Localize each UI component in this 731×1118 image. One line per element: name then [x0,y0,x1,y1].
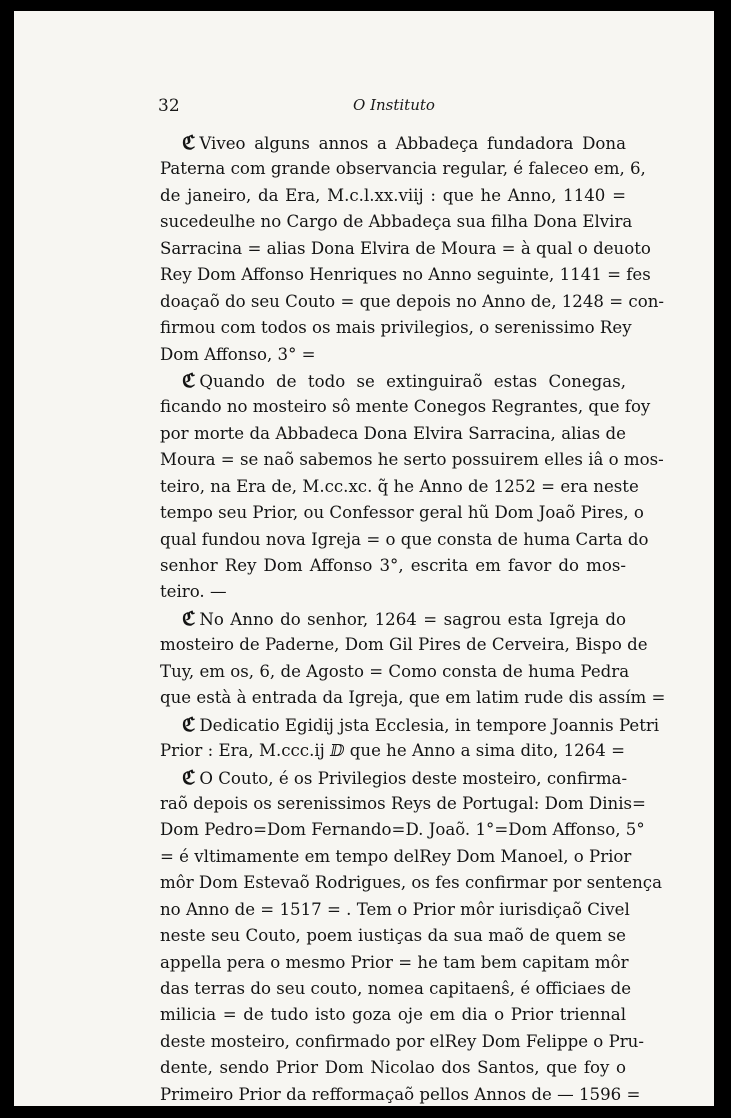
line-text: raõ depois os serenissimos Reys de Portugal: Dom Dinis= [160,793,646,813]
line-text: Primeiro Prior da refformaçaõ pellos Annos de — 1596 = [160,1084,641,1104]
line-text: tempo seu Prior, ou Confessor geral hũ Dom Joaõ Pires, o [160,503,644,523]
text-line [160,289,665,315]
book-page [14,11,714,1106]
line-text: O Couto, é os Privilegios deste mosteiro, confirma- [199,768,628,788]
text-line [160,817,645,843]
paragraph-mark-icon: ℭ [182,766,196,789]
line-text: senhor Rey Dom Affonso 3°, escrita em favor do mos- [160,556,626,575]
line-text: firmou com todos os mais privilegios, o serenissimo Rey [160,318,632,338]
line-text: qual fundou nova Igreja = o que consta de huma Carta do [160,529,649,549]
text-line [160,421,626,447]
line-text: dente, sendo Prior Dom Nicolao dos Santos, que foy o [160,1058,626,1078]
text-line [160,527,649,553]
text-line [160,262,651,288]
text-line [160,553,626,579]
text-line [160,209,633,235]
line-text: Prior : Era, M.ccc.ij ⅅ que he Anno a sima dito, 1264 = [160,741,626,761]
text-line [160,130,626,156]
line-text: por morte da Abbadeca Dona Elvira Sarracina, alias de [160,423,626,443]
text-line [160,685,666,711]
text-line [160,765,626,791]
paragraph-mark-icon: ℭ [182,132,196,154]
text-line [160,950,629,976]
text-line [160,579,626,605]
line-text: môr Dom Estevaõ Rodrigues, os fes confirmar por sentença [160,873,662,893]
text-line [160,606,626,632]
line-text: Quando de todo se extinguiraõ estas Conegas, [199,371,626,391]
text-line [160,659,630,685]
text-line [160,870,662,896]
text-line [160,976,632,1002]
text-line [160,1029,644,1055]
line-text: no Anno de = 1517 = . Tem o Prior môr iurisdiçaõ Civel [160,899,630,919]
line-text: de janeiro, da Era, M.c.l.xx.viij : que he Anno, 1140 = [160,185,626,205]
paragraph-mark-icon: ℭ [182,369,196,392]
paragraph-mark-icon: ℭ [182,607,196,630]
line-text: mosteiro de Paderne, Dom Gil Pires de Cerveira, Bispo de [160,635,648,655]
line-text: teiro. — [160,582,227,602]
line-text: = é vltimamente em tempo delRey Dom Manoel, o Prior [160,846,632,866]
line-text: milicia = de tudo isto goza oje em dia o Prior triennal [160,1005,626,1025]
text-line [160,368,626,394]
text-line [160,1082,641,1106]
text-line [160,632,648,658]
line-text: doaçaõ do seu Couto = que depois no Anno de, 1248 = con- [160,291,665,311]
line-text: Rey Dom Affonso Henriques no Anno seguinte, 1141 = fes [160,265,651,285]
line-text: ficando no mosteiro sô mente Conegos Regrantes, que foy [160,397,651,417]
text-line [160,738,626,764]
line-text: deste mosteiro, confirmado por elRey Dom Felippe o Pru- [160,1031,644,1051]
line-text: Paterna com grande observancia regular, é faleceo em, 6, [160,159,646,179]
text-line [160,500,644,526]
line-text: neste seu Couto, poem iustiças da sua maõ de quem se [160,926,626,946]
text-line [160,236,651,262]
line-text: Tuy, em os, 6, de Agosto = Como consta de huma Pedra [160,661,630,681]
paragraph-mark-icon: ℭ [182,713,196,736]
line-text: que està à entrada da Igreja, que em latim rude dis assím = [160,688,666,708]
text-line [160,712,660,738]
line-text: Sarracina = alias Dona Elvira de Moura = à qual o deuoto [160,238,651,258]
text-line [160,394,651,420]
text-line [160,183,626,209]
text-line [160,791,646,817]
line-text: No Anno do senhor, 1264 = sagrou esta Igreja do [199,609,626,629]
text-line [160,844,632,870]
text-line [160,474,639,500]
text-line [160,342,626,368]
line-text: teiro, na Era de, M.cc.xc. q̃ he Anno de 1252 = era neste [160,476,639,496]
line-text: Viveo alguns annos a Abbadeça fundadora Dona [199,134,626,153]
text-line [160,1055,626,1081]
line-text: Dom Pedro=Dom Fernando=D. Joaõ. 1°=Dom Affonso, 5° [160,820,645,840]
line-text: Dom Affonso, 3° = [160,344,316,364]
text-line [160,1002,626,1028]
line-text: Moura = se naõ sabemos he serto possuirem elles iâ o mos- [160,450,664,470]
text-line [160,156,646,182]
line-text: das terras do seu couto, nomea capitaenŝ, é officiaes de [160,979,632,998]
text-line [160,897,630,923]
running-title: O Instituto [353,96,435,114]
text-line [160,923,626,949]
body-text [160,130,666,1106]
line-text: appella pera o mesmo Prior = he tam bem capitam môr [160,952,629,972]
line-text: sucedeulhe no Cargo de Abbadeça sua filha Dona Elvira [160,212,633,232]
text-line [160,447,664,473]
page-number: 32 [158,96,180,116]
line-text: Dedicatio Egidij jsta Ecclesia, in tempore Joannis Petri [199,715,660,735]
text-line [160,315,632,341]
page-header [14,96,714,118]
